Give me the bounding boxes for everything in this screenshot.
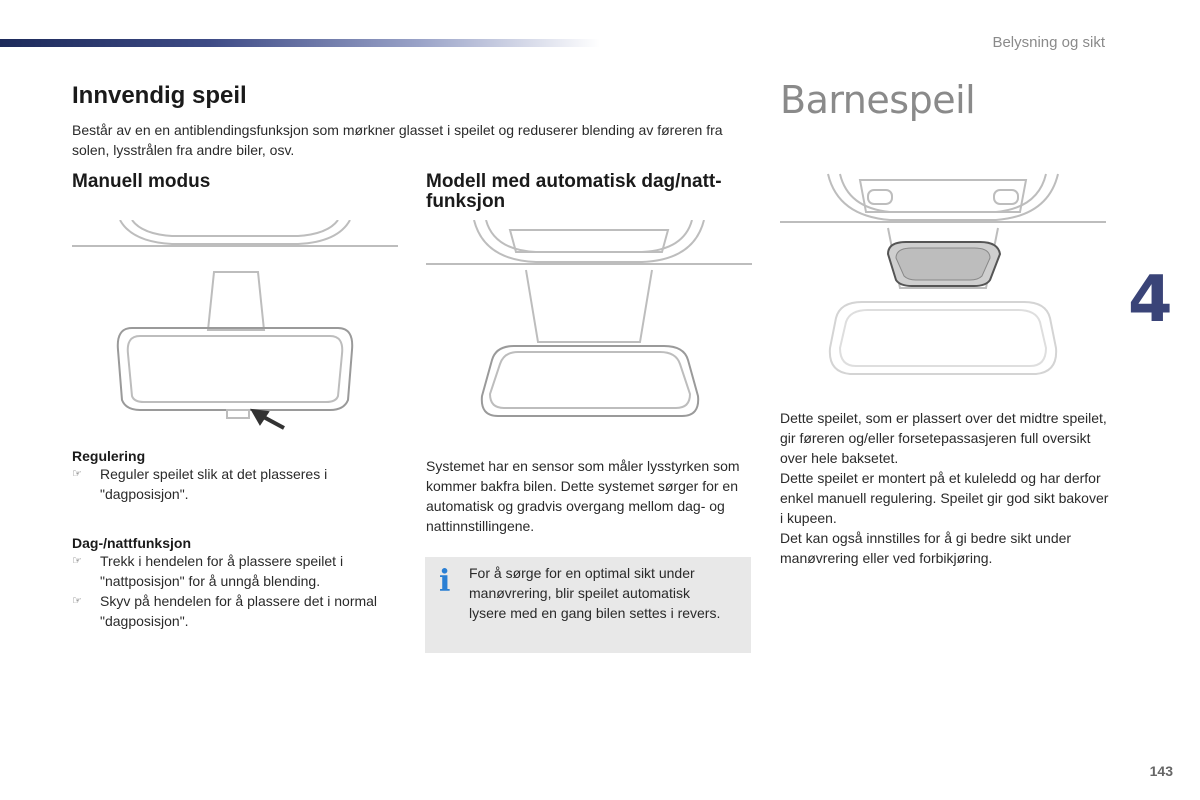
intro-block [72,82,732,160]
chapter-number: 4 [1128,263,1173,337]
regulering-label: Regulering [72,448,146,464]
hand-pointer-icon: ☞ [72,468,82,480]
list-item: ☞ Trekk i hendelen for å plassere speilet i "nattposisjon" for å unngå blending. [72,553,344,589]
child-mirror-illustration [780,172,1106,394]
hand-pointer-icon: ☞ [72,555,82,567]
child-mirror-body: Dette speilet, som er plassert over det midtre speilet, gir føreren og/eller forsetepassasjeren full oversikt over hele baksetet. Dette speilet er montert på et kuleledd og har derfor enkel manuell regulering. Speilet gir god sikt bakover i kupeen. Det kan også innstilles for å gi bedre sikt under manøvrering eller ved forbikjøring. [780,410,1109,566]
page-number: 143 [1149,763,1173,779]
child-mirror-title-block [780,78,1110,122]
dagnatt-list [72,551,392,631]
intro-text: Består av en en antiblendingsfunksjon som mørkner glasset i speilet og reduserer blending av føreren fra solen, lysstrålen fra andre biler, osv. [72,122,723,158]
auto-mode-body: Systemet har en sensor som måler lysstyrken som kommer bakfra bilen. Dette systemet sørger for en automatisk og gradvis overgang mellom dag- og nattinnstillingene. [426,458,740,534]
auto-mode-text [426,456,746,536]
regulering-block [72,448,392,504]
auto-mirror-illustration [426,220,752,432]
child-mirror-title: Barnespeil [780,78,976,122]
info-text: For å sørge for en optimal sikt under manøvrering, blir speilet automatisk lysere med en gang bilen settes i revers. [469,565,721,621]
hand-pointer-icon: ☞ [72,595,82,607]
manual-mode-heading: Manuell modus [72,171,211,192]
dagnatt-label: Dag-/nattfunksjon [72,535,191,551]
info-box [425,557,751,653]
list-item: ☞ Skyv på hendelen for å plassere det i normal "dagposisjon". [72,593,378,629]
auto-mode-heading-block [426,172,756,212]
list-item: ☞ Reguler speilet slik at det plasseres i "dagposisjon". [72,466,328,502]
dagnatt-block [72,535,392,631]
info-icon: i [439,564,451,599]
regulering-list [72,464,392,504]
manual-mode-heading-block [72,172,402,192]
manual-mirror-illustration [72,220,398,432]
header-accent-bar [0,39,600,47]
auto-mode-heading: Modell med automatisk dag/natt-funksjon [426,171,722,212]
section-header: Belysning og sikt [992,34,1105,51]
child-mirror-text [780,408,1110,568]
page-title: Innvendig speil [72,82,247,109]
